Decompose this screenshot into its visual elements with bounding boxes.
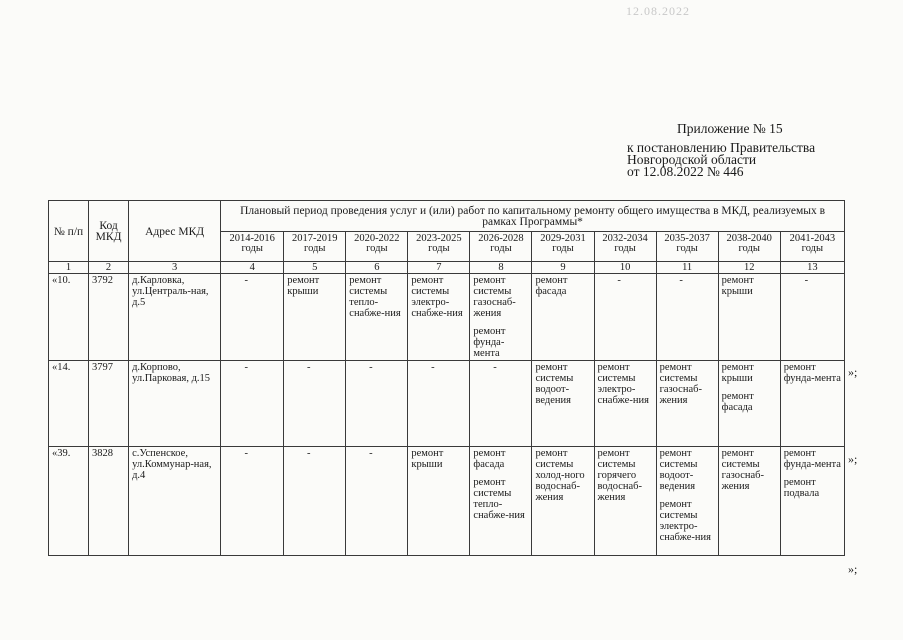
period-cell	[408, 447, 470, 556]
period-cell	[594, 361, 656, 447]
scan-stamp: 12.08.2022	[626, 4, 690, 18]
row-address: д.Карловка, ул.Централь-ная, д.5	[129, 274, 221, 361]
period-cell	[284, 447, 346, 556]
period-cell	[346, 274, 408, 361]
work-item: ремонт крыши	[411, 448, 444, 470]
period-header-8: 2035-2037 годы	[656, 232, 718, 262]
period-cell	[221, 447, 284, 556]
period-cell	[718, 447, 780, 556]
period-cell	[408, 361, 470, 447]
work-item: ремонт системы электро-снабже-ния	[597, 362, 649, 406]
work-item: ремонт подвала	[783, 477, 820, 499]
appendix-title: Приложение № 15	[677, 121, 783, 136]
period-cell	[470, 361, 532, 447]
no-work-dash: -	[369, 448, 373, 459]
period-header-5: 2026-2028 годы	[470, 232, 532, 262]
no-work-dash: -	[244, 275, 248, 286]
column-number-8: 8	[470, 262, 532, 274]
period-cell	[532, 447, 594, 556]
column-number-2: 2	[89, 262, 129, 274]
work-item: ремонт крыши	[721, 362, 754, 384]
row-closing-mark: »;	[848, 365, 858, 379]
period-cell	[470, 274, 532, 361]
no-work-dash: -	[493, 362, 497, 373]
row-code: 3828	[89, 447, 129, 556]
no-work-dash: -	[244, 362, 248, 373]
no-work-dash: -	[431, 362, 435, 373]
period-cell	[780, 447, 844, 556]
row-number: «39.	[49, 447, 89, 556]
column-number-5: 5	[284, 262, 346, 274]
work-item: ремонт системы водоот-ведения	[659, 448, 698, 492]
work-item: ремонт системы тепло-снабже-ния	[349, 275, 401, 319]
period-cell	[780, 361, 844, 447]
period-cell	[656, 274, 718, 361]
period-header-3: 2020-2022 годы	[346, 232, 408, 262]
work-item: ремонт фасада	[721, 391, 754, 413]
period-cell	[594, 274, 656, 361]
column-number-6: 6	[346, 262, 408, 274]
period-cell	[532, 361, 594, 447]
table-row	[49, 274, 845, 361]
period-header-4: 2023-2025 годы	[408, 232, 470, 262]
work-item: ремонт фунда-мента	[473, 326, 506, 359]
header-period-group: Плановый период проведения услуг и (или) работ по капитальному ремонту общего имущества в МКД, реализуемых в рамках Программы*	[221, 201, 845, 232]
no-work-dash: -	[679, 275, 683, 286]
header-address: Адрес МКД	[129, 201, 221, 262]
table-row	[49, 447, 845, 556]
no-work-dash: -	[244, 448, 248, 459]
header-code: Код МКД	[89, 201, 129, 262]
work-item: ремонт системы электро-снабже-ния	[411, 275, 463, 319]
period-cell	[408, 274, 470, 361]
work-item: ремонт фасада	[473, 448, 506, 470]
period-header-10: 2041-2043 годы	[780, 232, 844, 262]
period-cell	[221, 361, 284, 447]
no-work-dash: -	[369, 362, 373, 373]
no-work-dash: -	[617, 275, 621, 286]
work-item: ремонт фасада	[535, 275, 568, 297]
period-cell	[594, 447, 656, 556]
row-closing-mark: »;	[848, 562, 858, 576]
period-cell	[284, 274, 346, 361]
period-cell	[346, 447, 408, 556]
column-number-7: 7	[408, 262, 470, 274]
period-cell	[532, 274, 594, 361]
row-code: 3797	[89, 361, 129, 447]
header-num: № п/п	[49, 201, 89, 262]
work-item: ремонт фунда-мента	[783, 362, 841, 384]
work-item: ремонт системы газоснаб-жения	[721, 448, 764, 492]
period-cell	[284, 361, 346, 447]
no-work-dash: -	[307, 362, 311, 373]
column-number-1: 1	[49, 262, 89, 274]
work-item: ремонт системы горячего водоснаб-жения	[597, 448, 642, 503]
row-number: «10.	[49, 274, 89, 361]
work-item: ремонт системы газоснаб-жения	[659, 362, 702, 406]
row-address: с.Успенское, ул.Коммунар-ная, д.4	[129, 447, 221, 556]
work-item: ремонт фунда-мента	[783, 448, 841, 470]
column-number-12: 12	[718, 262, 780, 274]
no-work-dash: -	[307, 448, 311, 459]
period-header-9: 2038-2040 годы	[718, 232, 780, 262]
work-item: ремонт системы электро-снабже-ния	[659, 499, 711, 543]
period-cell	[346, 361, 408, 447]
table-row	[49, 361, 845, 447]
period-cell	[470, 447, 532, 556]
row-closing-mark: »;	[848, 452, 858, 466]
column-number-3: 3	[129, 262, 221, 274]
period-cell	[718, 361, 780, 447]
column-number-9: 9	[532, 262, 594, 274]
period-cell	[656, 361, 718, 447]
period-header-6: 2029-2031 годы	[532, 232, 594, 262]
period-cell	[656, 447, 718, 556]
period-cell	[718, 274, 780, 361]
period-header-1: 2014-2016 годы	[221, 232, 284, 262]
repair-schedule-table	[48, 200, 845, 556]
appendix-line-2: Новгородской области	[627, 152, 757, 167]
appendix-line-1: к постановлению Правительства	[627, 140, 816, 155]
period-cell	[780, 274, 844, 361]
period-header-7: 2032-2034 годы	[594, 232, 656, 262]
column-number-13: 13	[780, 262, 844, 274]
work-item: ремонт системы холод-ного водоснаб-жения	[535, 448, 585, 503]
period-header-2: 2017-2019 годы	[284, 232, 346, 262]
work-item: ремонт системы водоот-ведения	[535, 362, 574, 406]
row-address: д.Корпово, ул.Парковая, д.15	[129, 361, 221, 447]
work-item: ремонт крыши	[721, 275, 754, 297]
row-number: «14.	[49, 361, 89, 447]
appendix-line-3: от 12.08.2022 № 446	[627, 164, 744, 179]
row-code: 3792	[89, 274, 129, 361]
column-number-10: 10	[594, 262, 656, 274]
column-number-11: 11	[656, 262, 718, 274]
work-item: ремонт системы газоснаб-жения	[473, 275, 516, 319]
work-item: ремонт системы тепло-снабже-ния	[473, 477, 525, 521]
no-work-dash: -	[804, 275, 809, 286]
column-number-4: 4	[221, 262, 284, 274]
work-item: ремонт крыши	[287, 275, 320, 297]
period-cell	[221, 274, 284, 361]
